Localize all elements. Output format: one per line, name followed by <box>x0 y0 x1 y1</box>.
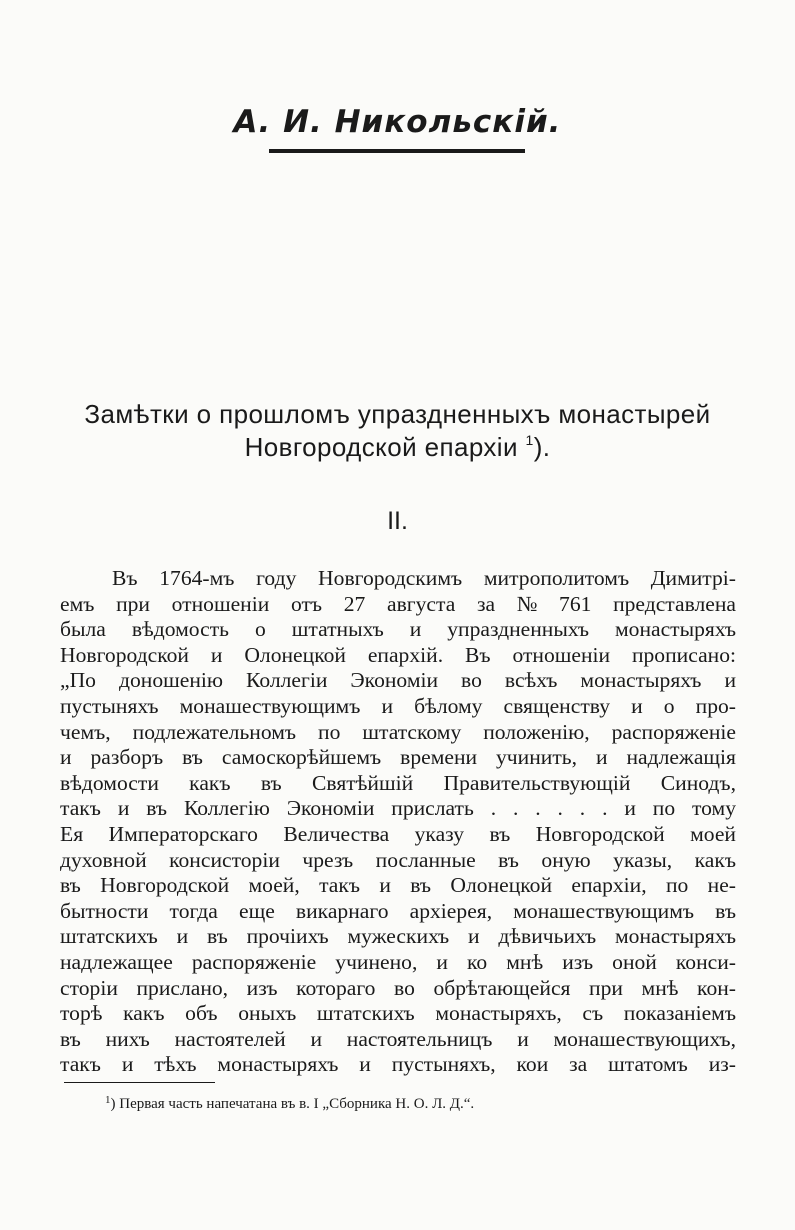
author-name: А. И. Никольскій. <box>233 104 562 140</box>
title-line-2-end: ). <box>533 432 551 462</box>
body-line: Новгородской и Олонецкой епархій. Въ отношеніи прописано: <box>60 642 736 667</box>
title-line-1: Замѣтки о прошломъ упраздненныхъ монастырей <box>84 399 711 429</box>
body-line: вѣдомости какъ въ Святѣйшій Правительствующій Синодъ, <box>60 770 736 795</box>
author-underline <box>269 149 525 153</box>
title-footnote-mark: 1 <box>525 432 534 448</box>
title-line-2 <box>40 431 755 464</box>
body-line: торѣ какъ объ оныхъ штатскихъ монастыряхъ, съ показаніемъ <box>60 1001 736 1026</box>
article-title <box>40 398 755 464</box>
footnote <box>105 1096 474 1113</box>
body-line: въ нихъ настоятелей и настоятельницъ и монашествующихъ, <box>60 1026 736 1051</box>
body-line: такъ и тѣхъ монастыряхъ и пустыняхъ, кои за штатомъ из- <box>60 1052 736 1077</box>
body-line: духовной консисторіи чрезъ посланные въ оную указы, какъ <box>60 847 736 872</box>
footnote-text: ) Первая часть напечатана въ в. I „Сборника Н. О. Л. Д.“. <box>110 1096 475 1112</box>
section-number: II. <box>387 507 408 535</box>
body-line: такъ и въ Коллегію Экономіи прислать . . . . . . и по тому <box>60 796 736 821</box>
footnote-divider <box>64 1082 215 1083</box>
title-line-2-text: Новгородской епархіи <box>244 432 518 462</box>
body-text <box>60 566 736 1078</box>
body-line: сторіи прислано, изъ котораго во обрѣтающейся при мнѣ кон- <box>60 975 736 1000</box>
body-line: Въ 1764-мъ году Новгородскимъ митрополитомъ Димитрі- <box>112 566 736 590</box>
body-line: штатскихъ и въ прочіихъ мужескихъ и дѣвичьихъ монастыряхъ <box>60 924 736 949</box>
body-line: пустыняхъ монашествующимъ и бѣлому священству и о про- <box>60 693 736 718</box>
body-line: чемъ, подлежательномъ по штатскому положенію, распоряженіе <box>60 719 736 744</box>
body-line: „По доношенію Коллегіи Экономіи во всѣхъ монастыряхъ и <box>60 668 736 693</box>
body-line: и разборъ въ самоскорѣйшемъ времени учинить, и надлежащія <box>60 745 736 770</box>
body-line: бытности тогда еще викарнаго архіерея, монашествующимъ въ <box>60 898 736 923</box>
body-line: емъ при отношеніи отъ 27 августа за № 761 представлена <box>60 591 736 616</box>
body-line: Ея Императорскаго Величества указу въ Новгородской моей <box>60 821 736 846</box>
body-line: надлежащее распоряженіе учинено, и ко мнѣ изъ оной конси- <box>60 949 736 974</box>
body-line: была вѣдомость о штатныхъ и упраздненныхъ монастыряхъ <box>60 617 736 642</box>
footnote-mark: 1 <box>105 1094 111 1106</box>
body-line: въ Новгородской моей, такъ и въ Олонецкой епархіи, по не- <box>60 873 736 898</box>
